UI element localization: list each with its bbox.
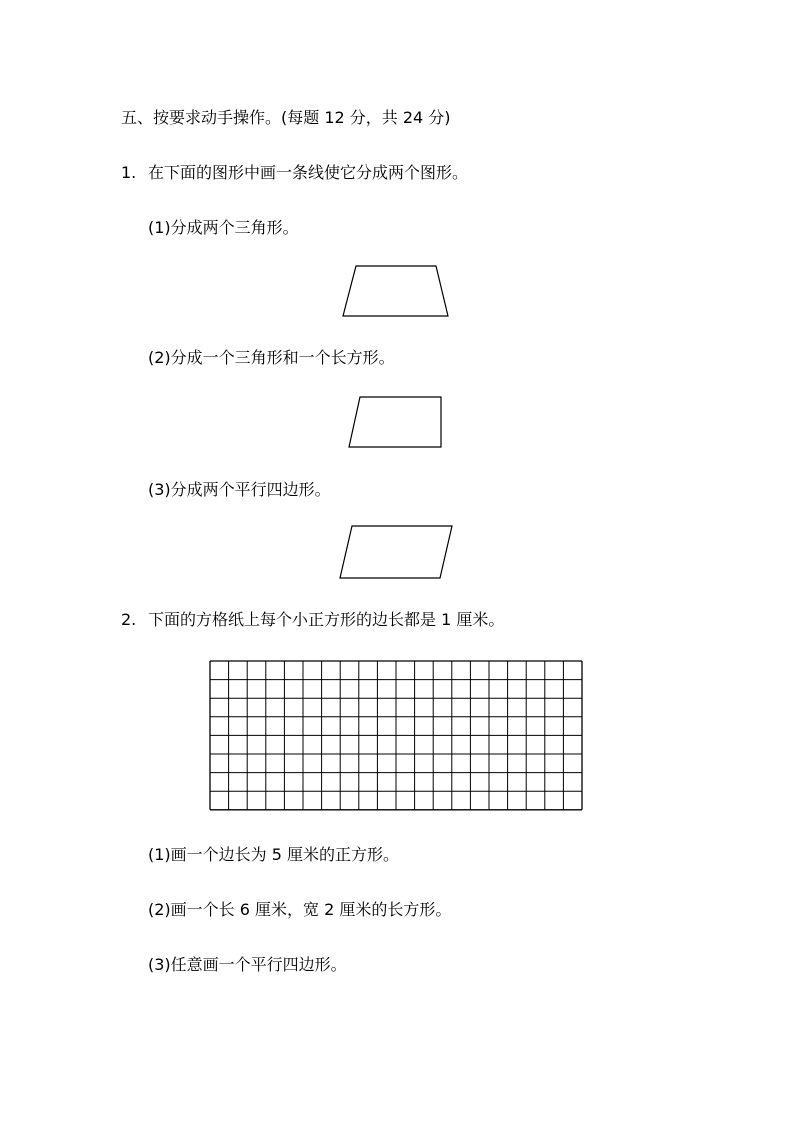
right-trapezoid-figure	[346, 393, 446, 451]
question-2	[121, 610, 504, 630]
square-grid	[209, 660, 585, 812]
section-heading: 五、按要求动手操作。(每题 12 分，共 24 分)	[121, 108, 451, 127]
question-2-text: 下面的方格纸上每个小正方形的边长都是 1 厘米。	[148, 610, 505, 629]
parallelogram-shape	[340, 526, 452, 578]
question-1-text: 在下面的图形中画一条线使它分成两个图形。	[148, 163, 469, 182]
q1-part-1-label: (1)分成两个三角形。	[148, 218, 299, 237]
question-1-number: 1.	[121, 163, 137, 182]
q2-part-3-label: (3)任意画一个平行四边形。	[148, 955, 347, 974]
trapezoid-figure	[340, 262, 452, 320]
q2-part-2-label: (2)画一个长 6 厘米，宽 2 厘米的长方形。	[148, 900, 452, 919]
trapezoid-shape	[343, 266, 448, 316]
question-1	[121, 163, 468, 183]
right-trapezoid-shape	[349, 397, 441, 447]
q2-part-1-label: (1)画一个边长为 5 厘米的正方形。	[148, 845, 400, 864]
q1-part-3-label: (3)分成两个平行四边形。	[148, 480, 331, 499]
parallelogram-figure	[336, 522, 456, 582]
question-2-number: 2.	[121, 610, 137, 629]
q1-part-2-label: (2)分成一个三角形和一个长方形。	[148, 348, 395, 367]
